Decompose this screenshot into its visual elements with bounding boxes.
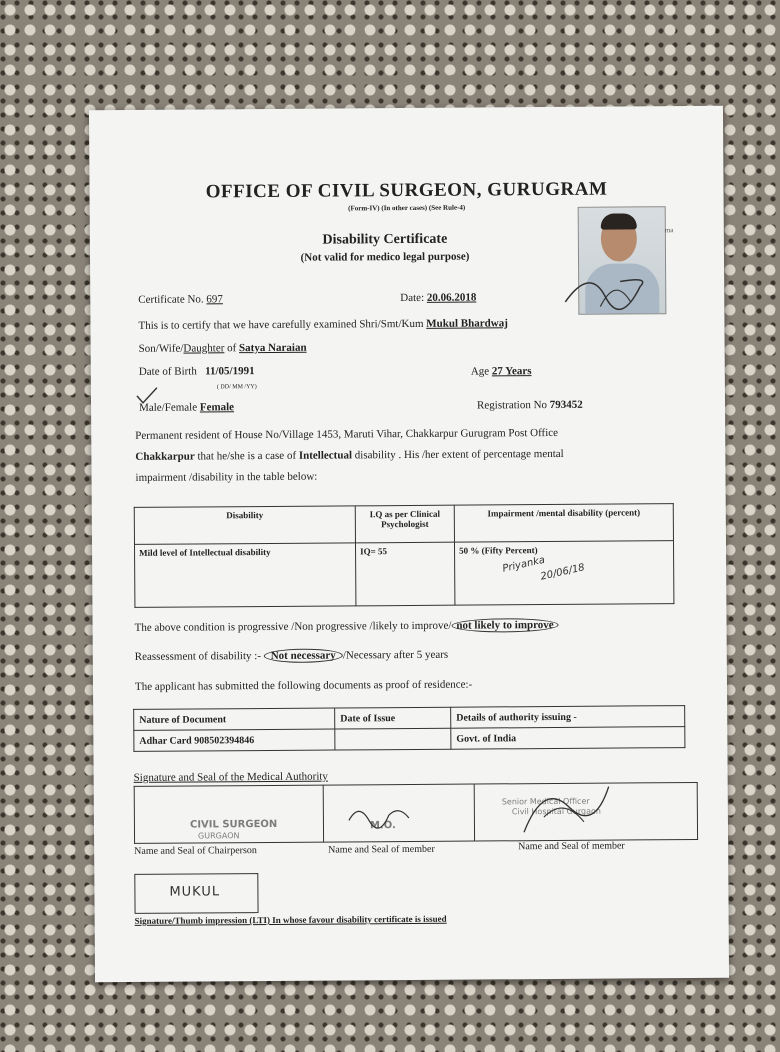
chairperson-stamp: CIVIL SURGEON xyxy=(189,818,278,831)
header-issue-date: Date of Issue xyxy=(335,707,451,729)
signature-heading: Signature and Seal of the Medical Authority xyxy=(133,770,328,784)
cell-iq: IQ= 55 xyxy=(355,542,454,606)
chairperson-stamp-place: GURGAON xyxy=(198,831,240,841)
age-row xyxy=(471,365,532,377)
header-impairment: Impairment /mental disability (percent) xyxy=(454,504,673,543)
member-stamp-2-place: Civil Hospital Gurgaon xyxy=(511,806,601,817)
reassess-selected: Not necessary xyxy=(264,648,343,663)
post-office: Chakkarpur xyxy=(135,450,195,463)
resident-paragraph xyxy=(135,422,681,489)
table-row xyxy=(134,541,673,608)
applicant-signature-box xyxy=(134,873,258,914)
resident-line-1: Permanent resident of House No/Village 1453, Maruti Vihar, Chakkarpur Gurugram Post Office xyxy=(135,426,559,442)
resident-text: that he/she is a case of xyxy=(194,449,299,463)
office-title: OFFICE OF CIVIL SURGEON, GURUGRAM xyxy=(205,178,608,203)
relation-value: Daughter xyxy=(183,342,225,355)
disability-type: Intellectual xyxy=(298,449,353,462)
cert-date-row xyxy=(400,292,476,305)
cell-disability: Mild level of Intellectual disability xyxy=(134,543,355,608)
member-stamp-2: Senior Medical Officer xyxy=(501,796,590,807)
cert-no-row xyxy=(138,293,223,306)
header-document: Nature of Document xyxy=(134,708,335,730)
member-signature xyxy=(511,777,614,838)
date-value: 20.06.2018 xyxy=(426,291,477,304)
documents-intro: The applicant has submitted the following documents as proof of residence:- xyxy=(134,678,473,693)
table-row xyxy=(134,727,685,752)
header-disability: Disability xyxy=(134,506,355,545)
parent-name: Satya Naraian xyxy=(238,341,307,355)
registration-row xyxy=(477,399,583,412)
photo-signature xyxy=(560,256,660,317)
patient-name: Mukul Bhardwaj xyxy=(426,317,508,330)
cell-authority: Govt. of India xyxy=(451,727,685,750)
dob-label: Date of Birth xyxy=(138,365,197,378)
header-authority: Details of authority issuing - xyxy=(451,706,685,729)
chairperson-label: Name and Seal of Chairperson xyxy=(134,845,257,857)
intro-text: This is to certify that we have carefully examined Shri/Smt/Kum xyxy=(138,317,424,332)
relation-suffix: of xyxy=(227,342,237,355)
reassess-label: Reassessment of disability :- xyxy=(134,650,262,663)
registration-label: Registration No xyxy=(476,399,548,412)
disability-table xyxy=(134,503,675,608)
certificate-subtitle: (Not valid for medico legal purpose) xyxy=(300,250,470,264)
member-stamp: M.O. xyxy=(369,820,396,832)
condition-row xyxy=(135,619,559,634)
signature-footer: Signature/Thumb impression (LTI) In whose favour disability certificate is issued xyxy=(134,913,447,926)
relation-prefix: Son/Wife/ xyxy=(138,342,184,355)
relation-row xyxy=(139,342,307,355)
certificate-paper xyxy=(89,106,729,982)
gender-row xyxy=(139,401,234,414)
cert-no-label: Certificate No. xyxy=(138,293,204,306)
date-label: Date: xyxy=(400,291,425,305)
certificate-title: Disability Certificate xyxy=(322,231,448,248)
cell-issue-date xyxy=(335,728,451,750)
reassess-row xyxy=(135,649,448,663)
condition-selected: not likely to improve xyxy=(451,618,558,633)
applicant-signature: MUKUL xyxy=(169,884,221,900)
intro-row xyxy=(138,317,507,332)
cell-impairment: 50 % (Fifty Percent) xyxy=(454,541,673,606)
dob-row xyxy=(139,365,255,378)
gender-value: Female xyxy=(199,401,235,414)
reassess-other: /Necessary after 5 years xyxy=(342,648,449,662)
member-1-signature xyxy=(344,800,414,830)
gender-label: Male/Female xyxy=(139,401,198,414)
dob-value: 11/05/1991 xyxy=(205,365,255,378)
dob-format: ( DD/ MM /YY) xyxy=(216,384,257,391)
age-label: Age xyxy=(470,365,490,378)
photo-mark: ma xyxy=(664,226,674,235)
residence-table xyxy=(133,705,685,752)
cell-document: Adhar Card 908502394846 xyxy=(134,729,335,751)
member-label-2: Name and Seal of member xyxy=(518,840,625,853)
form-note: (Form-IV) (In other cases) (See Rule-4) xyxy=(348,203,466,213)
psychologist-signature: Priyanka xyxy=(501,554,547,575)
resident-text-end: disability . His /her extent of percentage mental xyxy=(351,447,564,462)
member-label-1: Name and Seal of member xyxy=(328,843,435,856)
psychologist-sign-date: 20/06/18 xyxy=(539,562,586,583)
cert-no-value: 697 xyxy=(206,293,223,306)
resident-line-3: impairment /disability in the table below: xyxy=(135,470,318,484)
condition-text: The above condition is progressive /Non progressive /likely to improve/ xyxy=(134,619,452,634)
header-iq: I.Q as per Clinical Psychologist xyxy=(355,505,454,543)
table-header-row xyxy=(134,504,673,545)
age-value: 27 Years xyxy=(491,365,532,378)
registration-value: 793452 xyxy=(549,398,583,412)
